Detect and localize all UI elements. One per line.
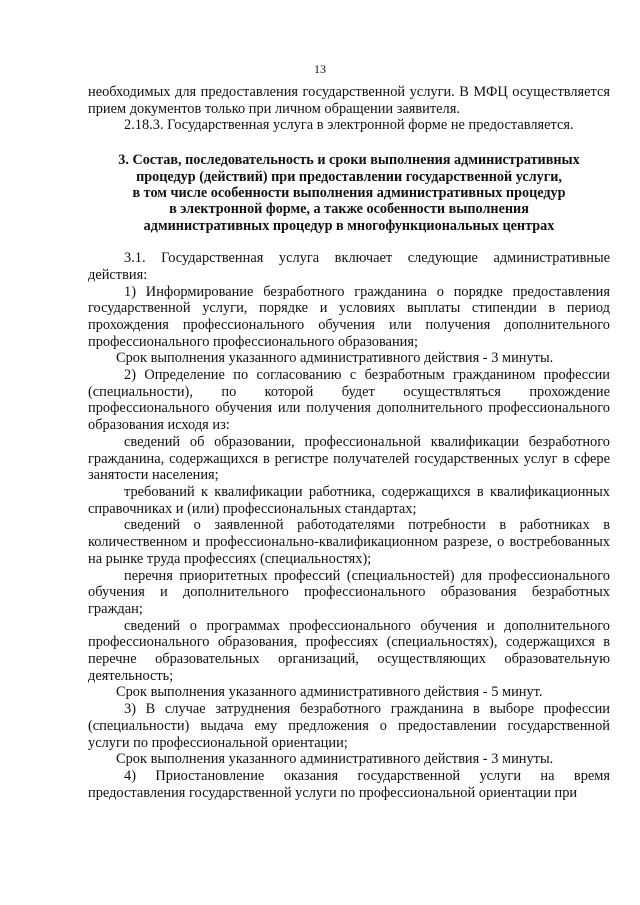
item-2-sub: сведений об образовании, профессиональной квалификации безработного гражданина, содержащихся в регистре получателей государственных услуг в сфере занятости населения; xyxy=(88,433,610,484)
section-heading-line: в электронной форме, а также особенности выполнения xyxy=(169,201,529,218)
item-3: 3) В случае затруднения безработного гражданина в выборе профессии (специальности) выдача ему предложения о предоставлении государственной услуги по профессиональной ориентации; xyxy=(88,701,610,751)
item-4: 4) Приостановление оказания государственной услуги на время предоставления государственной услуги по профессиональной ориентации при xyxy=(88,767,610,801)
section-heading xyxy=(88,152,610,234)
paragraph-3-1: 3.1. Государственная услуга включает следующие административные действия: xyxy=(88,250,610,283)
section-heading-line: 3. Состав, последовательность и сроки выполнения административных xyxy=(118,152,580,169)
item-2-sub: перечня приоритетных профессий (специальностей) для профессионального обучения и дополнительного профессионального образования безработных граждан; xyxy=(88,567,610,617)
item-2-sub: сведений о программах профессионального обучения и дополнительного профессионального образования, профессиях (специальностях), содержащихся в перечне образовательных организаций, осуществляющих образовательную деятельность; xyxy=(88,617,610,684)
item-2: 2) Определение по согласованию с безработным гражданином профессии (специальности), по которой будет осуществляться прохождение профессионального обучения или получения дополнительного профессионального образования исходя из: xyxy=(88,367,610,434)
intro-paragraph: необходимых для предоставления государственной услуги. В МФЦ осуществляется прием документов только при личном обращении заявителя. xyxy=(88,84,610,117)
item-3-term: Срок выполнения указанного административного действия - 3 минуты. xyxy=(116,751,554,768)
intro-paragraph-electronic: 2.18.3. Государственная услуга в электронной форме не предоставляется. xyxy=(124,117,574,134)
item-2-term: Срок выполнения указанного административного действия - 5 минут. xyxy=(116,684,543,701)
section-heading-line: административных процедур в многофункциональных центрах xyxy=(143,217,555,234)
page-number: 13 xyxy=(314,62,326,76)
item-2-sub: сведений о заявленной работодателями потребности в работниках в количественном и профессионально-квалификационном разрезе, о востребованных на рынке труда профессиях (специальностях); xyxy=(88,517,610,567)
item-1: 1) Информирование безработного гражданина о порядке предоставления государственной услуги, порядке и условиях выплаты стипендии в период прохождения профессионального обучения или получения дополнительного профессионального профессионального образования; xyxy=(88,283,610,350)
document-body xyxy=(88,84,610,801)
section-heading-line: процедур (действий) при предоставлении государственной услуги, xyxy=(136,168,562,185)
section-heading-line: в том числе особенности выполнения административных процедур xyxy=(132,184,566,201)
item-1-term: Срок выполнения указанного административного действия - 3 минуты. xyxy=(116,350,554,367)
item-2-sub: требований к квалификации работника, содержащихся в квалификационных справочниках и (или) профессиональных стандартах; xyxy=(88,483,610,517)
